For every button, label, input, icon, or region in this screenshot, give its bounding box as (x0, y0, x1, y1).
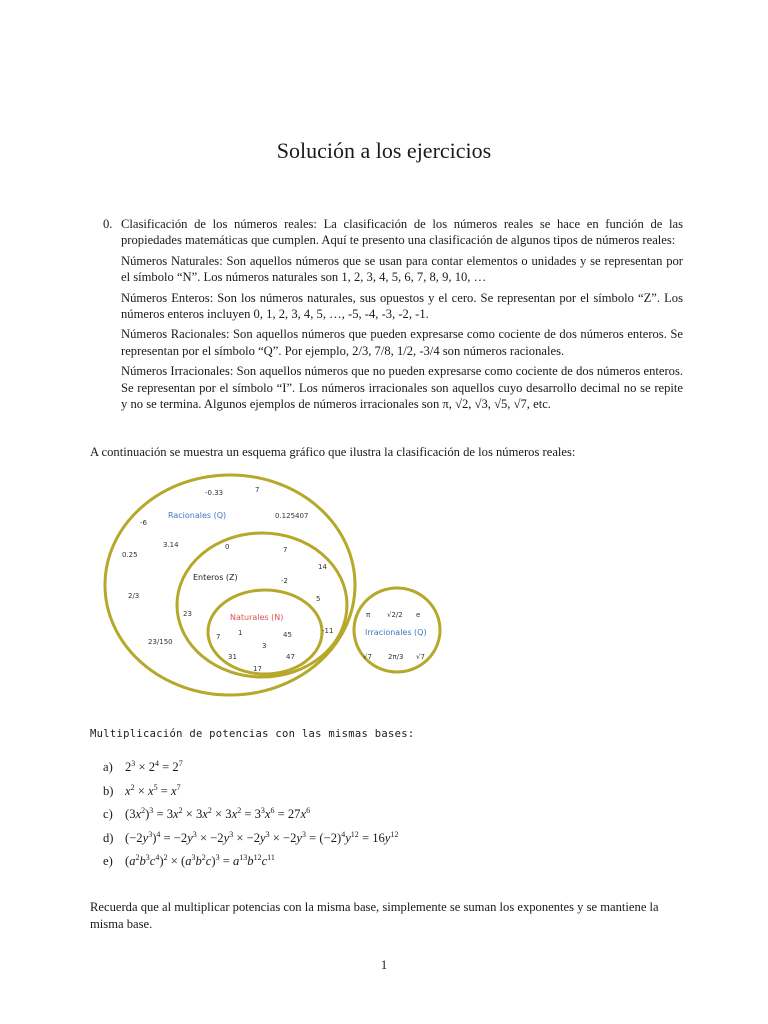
exercise-expression: $(-2y^3)^4 = -2y^3 \times -2y^3 \times -2y^3 \times -2y^3 = (-2)^4y^{12} = 16y^{12}$ (125, 829, 399, 845)
paragraph-irracionales: Números Irracionales: Son aquellos números que no pueden expresarse como cociente de dos números enteros. Se representan por el símbolo “I”. Los números irracionales son aquellos cuyo desarrollo decimal no se repite y no se termina. Algunos ejemplos de números irracionales son π, √2, √3, √5, √7, etc. (121, 364, 683, 412)
note: Recuerda que al multiplicar potencias con la misma base, simplemente se suman los exponentes y se mantiene la misma base. (90, 900, 659, 931)
ring-racionales (105, 475, 355, 695)
paragraph-enteros: Números Enteros: Son los números naturales, sus opuestos y el cero. Se representan por el símbolo “Z”. Los números enteros incluyen 0, 1, 2, 3, 4, 5, …, -5, -4, -3, -2, -1. (121, 290, 683, 322)
num-i5: 2π/3 (388, 653, 404, 661)
exercise-list (103, 760, 398, 878)
ring-enteros (177, 533, 347, 677)
num-n3: 45 (283, 631, 292, 639)
exercise-e (103, 854, 398, 878)
diagram-intro: A continuación se muestra un esquema gráfico que ilustra la clasificación de los números reales: (90, 445, 576, 459)
num-q1: -0.33 (205, 489, 224, 497)
section-0 (103, 216, 683, 416)
page-number: 1 (380, 958, 388, 972)
section-intro: Clasificación de los números reales: La clasificación de los números reales se hace en función de las propiedades matemáticas que cumplen. Aquí te presento una clasificación de algunos tipos de números reales: (121, 217, 683, 248)
num-q3: 0.125407 (275, 512, 309, 520)
page-title: Solución a los ejercicios (276, 138, 492, 163)
num-z5: 5 (316, 595, 321, 603)
num-n1: 7 (216, 633, 221, 641)
num-q4: -6 (140, 519, 147, 527)
num-z7: -11 (322, 627, 334, 635)
exercise-expression: $2^3 \times 2^4 = 2^7$ (125, 758, 183, 774)
exercise-c (103, 807, 398, 831)
num-q2: 7 (255, 486, 260, 494)
num-z6: 23 (183, 610, 192, 618)
exercise-d (103, 831, 398, 855)
mult-heading: Multiplicación de potencias con las mismas bases: (90, 728, 415, 740)
num-i3: e (416, 611, 421, 619)
exercise-expression: $x^2 \times x^5 = x^7$ (125, 782, 181, 798)
section-number: 0. (103, 217, 113, 231)
exercise-a (103, 760, 398, 784)
num-n6: 47 (286, 653, 295, 661)
num-n4: 3 (262, 642, 267, 650)
exercise-label: d) (103, 830, 114, 845)
num-z1: 0 (225, 543, 230, 551)
num-q8: 23/150 (148, 638, 173, 646)
num-n2: 1 (238, 629, 243, 637)
paragraph-naturales: Números Naturales: Son aquellos números que se usan para contar elementos o unidades y se representan por el símbolo “N”. Los números naturales son 1, 2, 3, 4, 5, 6, 7, 8, 9, 10, … (121, 253, 683, 285)
exercise-expression: $(a^2b^3c^4)^2 \times (a^3b^2c)^3 = a^{13}b^{12}c^{11}$ (125, 853, 275, 869)
num-z4: 14 (318, 563, 327, 571)
venn-diagram (100, 470, 460, 710)
num-z2: 7 (283, 546, 288, 554)
num-n7: 17 (253, 665, 262, 673)
num-n5: 31 (228, 653, 237, 661)
exercise-expression: $(3x^2)^3 = 3x^2 \times 3x^2 \times 3x^2 = 3^3x^6 = 27x^6$ (125, 806, 311, 822)
num-q5: 3.14 (163, 541, 179, 549)
label-irracionales: Irracionales (Q) (365, 628, 427, 637)
num-i1: π (366, 611, 371, 619)
exercise-b (103, 784, 398, 808)
num-q7: 2/3 (128, 592, 140, 600)
ring-naturales (208, 590, 322, 674)
num-q6: 0.25 (122, 551, 138, 559)
label-naturales: Naturales (N) (230, 613, 284, 622)
num-i2: √2/2 (387, 611, 403, 619)
exercise-label: c) (103, 807, 113, 822)
paragraph-racionales: Números Racionales: Son aquellos números que pueden expresarse como cociente de dos números enteros. Se representan por el símbolo “Q”. Por ejemplo, 2/3, 7/8, 1/2, -3/4 son números racionales. (121, 327, 683, 358)
label-enteros: Enteros (Z) (193, 573, 238, 582)
exercise-label: b) (103, 783, 114, 798)
num-i6: √7 (416, 653, 425, 661)
label-racionales: Racionales (Q) (168, 511, 227, 520)
exercise-label: e) (103, 854, 113, 869)
num-i4: √7 (363, 653, 372, 661)
exercise-label: a) (103, 760, 113, 774)
num-z3: -2 (281, 577, 288, 585)
